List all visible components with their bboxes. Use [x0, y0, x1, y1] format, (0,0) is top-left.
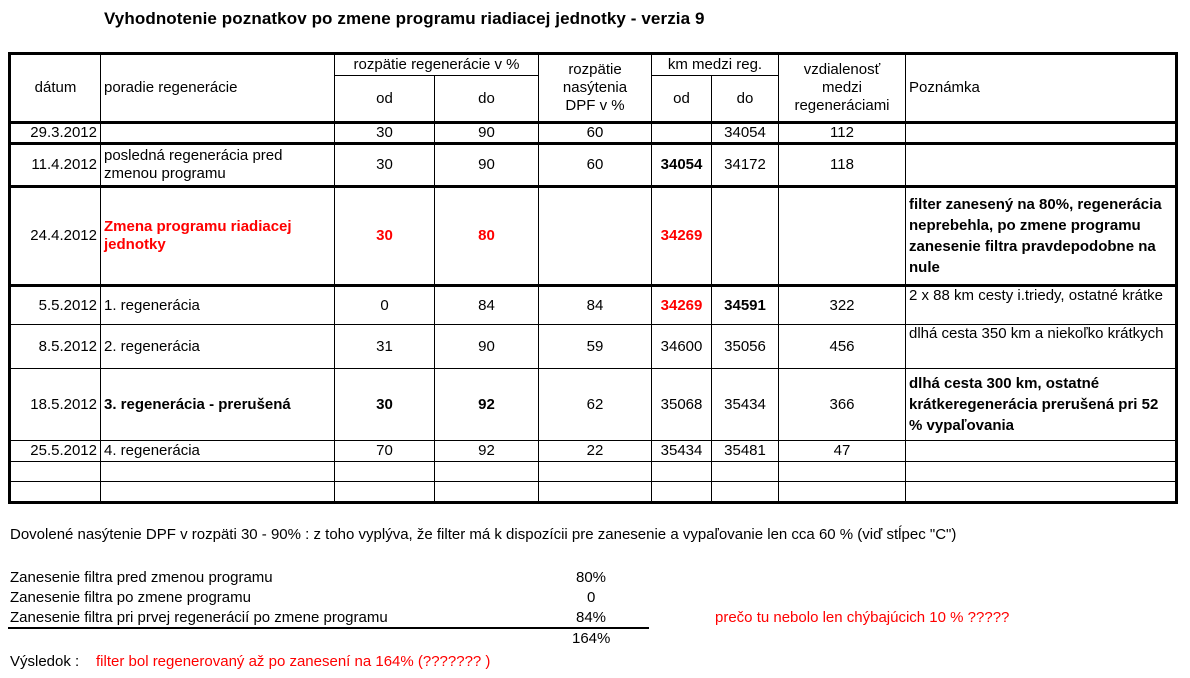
header-rozpatie-nasytenia-line1: rozpätie	[568, 61, 622, 78]
cell-do: 84	[435, 286, 539, 325]
cell-od: 30	[335, 369, 435, 441]
summary-value-after: 0	[587, 589, 596, 606]
header-reg-od: od	[335, 76, 435, 123]
cell-poradie	[101, 123, 335, 144]
cell-vzdialenost	[779, 187, 906, 286]
cell-km-od: 35068	[652, 369, 712, 441]
allowed-saturation-note: Dovolené nasýtenie DPF v rozpäti 30 - 90% : z toho vyplýva, že filter má k dispozícii pre zanesenie a vypaľovanie len cca 60 % (viď stĺpec "C")	[10, 526, 957, 543]
header-rozpatie-nasytenia-line2: nasýtenia	[562, 79, 628, 96]
cell-empty	[712, 462, 779, 482]
header-vzdialenost-line2: medzi	[821, 79, 862, 96]
summary-value-before: 80%	[576, 569, 607, 586]
table-row	[10, 441, 1177, 462]
cell-km-od: 34600	[652, 325, 712, 369]
cell-poznamka: filter zanesený na 80%, regenerácia neprebehla, po zmene programu zanesenie filtra pravdepodobne na nule	[906, 187, 1177, 286]
cell-poradie: Zmena programu riadiacej jednotky	[101, 187, 335, 286]
page-title: Vyhodnotenie poznatkov po zmene programu riadiacej jednotky - verzia 9	[104, 9, 705, 28]
cell-km-do: 34591	[712, 286, 779, 325]
header-rozpatie-nasytenia-line3: DPF v %	[565, 97, 625, 114]
cell-od: 30	[335, 144, 435, 187]
cell-od: 31	[335, 325, 435, 369]
summary-total: 164%	[572, 630, 611, 647]
summary-value-first-regeneration: 84%	[576, 609, 607, 626]
cell-empty	[101, 482, 335, 503]
cell-od: 30	[335, 123, 435, 144]
cell-vzdialenost: 322	[779, 286, 906, 325]
cell-do: 90	[435, 123, 539, 144]
cell-datum: 8.5.2012	[10, 325, 101, 369]
cell-od: 30	[335, 187, 435, 286]
header-vzdialenost-line1: vzdialenosť	[803, 61, 881, 78]
cell-poradie: 1. regenerácia	[101, 286, 335, 325]
cell-do: 92	[435, 369, 539, 441]
summary-label-first-regeneration: Zanesenie filtra pri prvej regenerácií po zmene programu	[10, 609, 388, 626]
cell-km-od	[652, 123, 712, 144]
cell-empty	[435, 462, 539, 482]
cell-empty	[539, 462, 652, 482]
cell-nasytenie: 22	[539, 441, 652, 462]
cell-vzdialenost: 118	[779, 144, 906, 187]
cell-do: 90	[435, 144, 539, 187]
table-row	[10, 286, 1177, 325]
cell-empty	[435, 482, 539, 503]
cell-datum: 24.4.2012	[10, 187, 101, 286]
cell-poznamka	[906, 144, 1177, 187]
cell-empty	[335, 482, 435, 503]
cell-empty	[335, 462, 435, 482]
header-km-do: do	[712, 76, 779, 123]
cell-poradie: 3. regenerácia - prerušená	[101, 369, 335, 441]
cell-nasytenie: 60	[539, 144, 652, 187]
summary-label-before: Zanesenie filtra pred zmenou programu	[10, 569, 273, 586]
table-row	[10, 325, 1177, 369]
cell-datum: 29.3.2012	[10, 123, 101, 144]
cell-nasytenie: 62	[539, 369, 652, 441]
table-row	[10, 369, 1177, 441]
cell-do: 92	[435, 441, 539, 462]
header-rozpatie-nasytenia	[539, 54, 652, 123]
header-rozpatie-regeneracie: rozpätie regenerácie v %	[335, 54, 539, 76]
cell-empty	[539, 482, 652, 503]
cell-km-do: 35481	[712, 441, 779, 462]
cell-km-od: 34269	[652, 286, 712, 325]
cell-empty	[906, 482, 1177, 503]
question-note: prečo tu nebolo len chýbajúcich 10 % ?????	[715, 609, 1010, 626]
cell-vzdialenost: 456	[779, 325, 906, 369]
cell-km-do	[712, 187, 779, 286]
result-label: Výsledok :	[10, 653, 80, 670]
table-row-empty	[10, 482, 1177, 503]
table-row	[10, 144, 1177, 187]
sum-divider	[8, 627, 649, 629]
cell-do: 90	[435, 325, 539, 369]
cell-km-do: 35434	[712, 369, 779, 441]
cell-km-od: 35434	[652, 441, 712, 462]
cell-empty	[10, 482, 101, 503]
regeneration-table	[8, 52, 1178, 504]
cell-vzdialenost: 366	[779, 369, 906, 441]
header-reg-do: do	[435, 76, 539, 123]
cell-km-od: 34269	[652, 187, 712, 286]
cell-empty	[906, 462, 1177, 482]
summary-label-after: Zanesenie filtra po zmene programu	[10, 589, 251, 606]
cell-datum: 5.5.2012	[10, 286, 101, 325]
cell-od: 0	[335, 286, 435, 325]
header-poradie: poradie regenerácie	[101, 54, 335, 123]
cell-vzdialenost: 112	[779, 123, 906, 144]
cell-poradie: posledná regenerácia pred zmenou programu	[101, 144, 335, 187]
cell-empty	[101, 462, 335, 482]
header-datum: dátum	[10, 54, 101, 123]
cell-empty	[712, 482, 779, 503]
cell-poradie: 4. regenerácia	[101, 441, 335, 462]
cell-do: 80	[435, 187, 539, 286]
header-vzdialenost	[779, 54, 906, 123]
header-vzdialenost-line3: regeneráciami	[794, 97, 890, 114]
cell-datum: 11.4.2012	[10, 144, 101, 187]
table-row	[10, 123, 1177, 144]
cell-km-do: 34172	[712, 144, 779, 187]
cell-nasytenie: 60	[539, 123, 652, 144]
header-km-medzi-reg: km medzi reg.	[652, 54, 779, 76]
cell-empty	[779, 482, 906, 503]
cell-nasytenie: 59	[539, 325, 652, 369]
header-km-od: od	[652, 76, 712, 123]
cell-km-do: 35056	[712, 325, 779, 369]
header-poznamka: Poznámka	[906, 54, 1177, 123]
cell-poznamka: dlhá cesta 350 km a niekoľko krátkych	[906, 325, 1177, 369]
cell-od: 70	[335, 441, 435, 462]
cell-empty	[10, 462, 101, 482]
cell-poznamka	[906, 123, 1177, 144]
cell-empty	[779, 462, 906, 482]
cell-poradie: 2. regenerácia	[101, 325, 335, 369]
result-text: filter bol regenerovaný až po zanesení na 164% (??????? )	[96, 653, 491, 670]
cell-datum: 18.5.2012	[10, 369, 101, 441]
cell-datum: 25.5.2012	[10, 441, 101, 462]
cell-vzdialenost: 47	[779, 441, 906, 462]
cell-poznamka: dlhá cesta 300 km, ostatné krátkeregenerácia prerušená pri 52 % vypaľovania	[906, 369, 1177, 441]
cell-km-od: 34054	[652, 144, 712, 187]
cell-poznamka: 2 x 88 km cesty i.triedy, ostatné krátke	[906, 286, 1177, 325]
cell-km-do: 34054	[712, 123, 779, 144]
table-row	[10, 187, 1177, 286]
cell-nasytenie: 84	[539, 286, 652, 325]
cell-empty	[652, 482, 712, 503]
cell-poznamka	[906, 441, 1177, 462]
cell-nasytenie	[539, 187, 652, 286]
cell-empty	[652, 462, 712, 482]
table-row-empty	[10, 462, 1177, 482]
